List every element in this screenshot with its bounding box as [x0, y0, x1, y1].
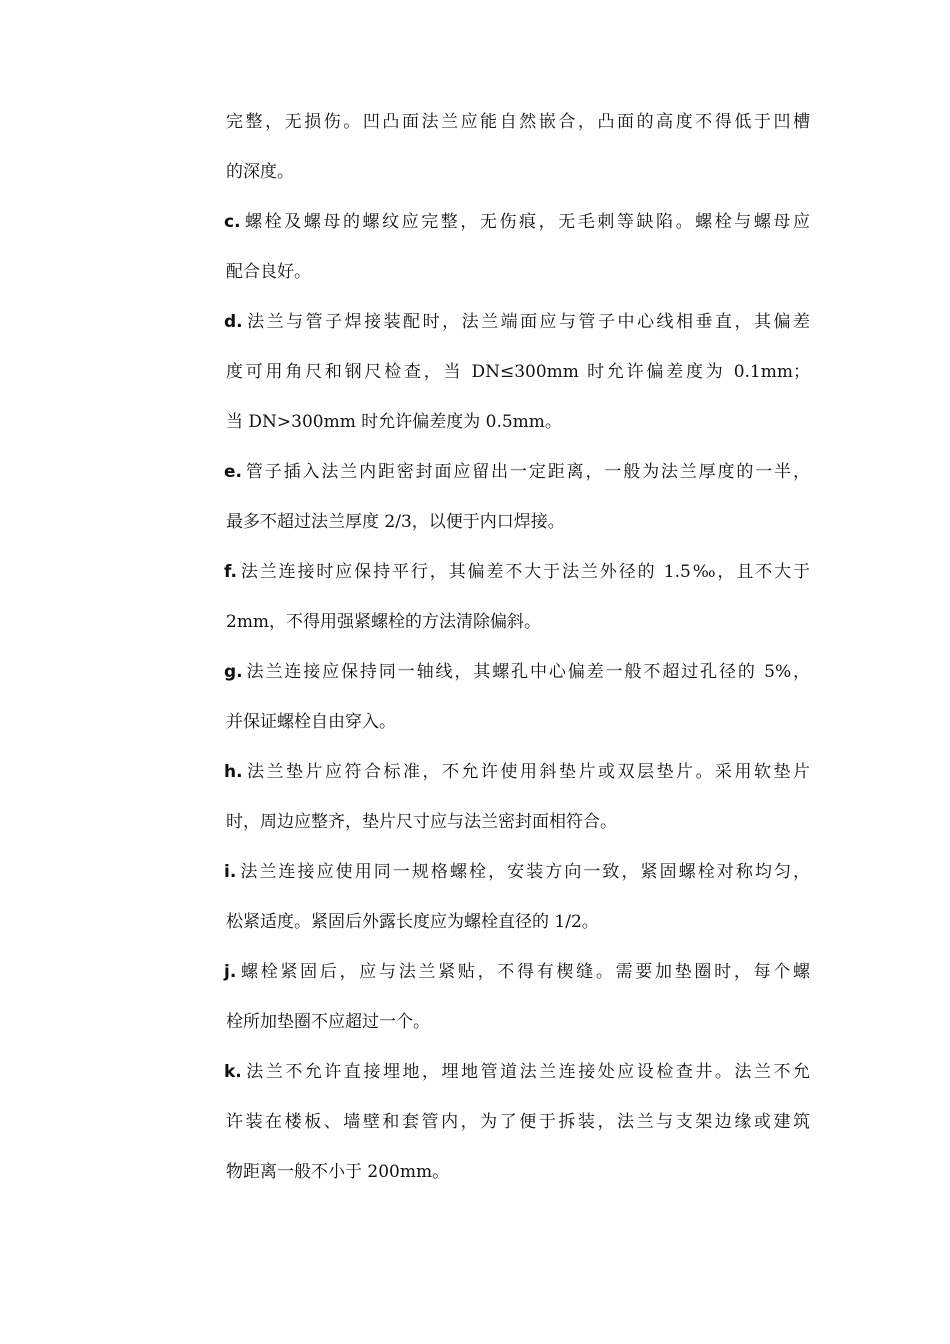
text-line [224, 704, 810, 754]
line-text: 完整，无损伤。凹凸面法兰应能自然嵌合，凸面的高度不得低于凹槽 [226, 112, 810, 132]
text-line [224, 504, 810, 554]
line-text: 法兰不允许直接埋地，埋地管道法兰连接处应设检查井。法兰不允 [243, 1062, 810, 1082]
line-text: 松紧适度。紧固后外露长度应为螺栓直径的 1/2。 [226, 912, 599, 932]
text-line [224, 604, 810, 654]
text-line [224, 654, 810, 704]
line-text: 法兰连接应使用同一规格螺栓，安装方向一致，紧固螺栓对称均匀， [238, 862, 810, 882]
text-line [224, 1004, 810, 1054]
item-label: i. [224, 862, 237, 882]
text-line [224, 304, 810, 354]
text-line [224, 1154, 810, 1204]
line-text: 螺栓紧固后，应与法兰紧贴，不得有楔缝。需要加垫圈时，每个螺 [238, 962, 810, 982]
text-line [224, 404, 810, 454]
line-text: 螺栓及螺母的螺纹应完整，无伤痕，无毛刺等缺陷。螺栓与螺母应 [242, 212, 810, 232]
item-label: k. [224, 1062, 242, 1082]
text-line [224, 854, 810, 904]
text-line [224, 454, 810, 504]
line-text: 许装在楼板、墙壁和套管内，为了便于拆装，法兰与支架边缘或建筑 [226, 1112, 810, 1132]
line-text: 时，周边应整齐，垫片尺寸应与法兰密封面相符合。 [226, 812, 617, 832]
line-text: 的深度。 [226, 162, 294, 182]
text-line [224, 254, 810, 304]
line-text: 2mm，不得用强紧螺栓的方法清除偏斜。 [226, 612, 542, 632]
item-label: f. [224, 562, 237, 582]
item-label: h. [224, 762, 243, 782]
line-text: 物距离一般不小于 200mm。 [226, 1162, 450, 1182]
text-line [224, 1054, 810, 1104]
text-line [224, 1104, 810, 1154]
text-line [224, 154, 810, 204]
text-line [224, 354, 810, 404]
text-line [224, 754, 810, 804]
text-line [224, 804, 810, 854]
line-text: 度可用角尺和钢尺检查，当 DN≤300mm 时允许偏差度为 0.1mm； [226, 362, 810, 382]
item-label: c. [224, 212, 241, 232]
text-line [224, 904, 810, 954]
line-text: 栓所加垫圈不应超过一个。 [226, 1012, 430, 1032]
item-label: g. [224, 662, 243, 682]
line-text: 并保证螺栓自由穿入。 [226, 712, 396, 732]
line-text: 当 DN>300mm 时允许偏差度为 0.5mm。 [226, 412, 562, 432]
line-text: 管子插入法兰内距密封面应留出一定距离，一般为法兰厚度的一半， [244, 462, 810, 482]
line-text: 法兰连接时应保持平行，其偏差不大于法兰外径的 1.5‰，且不大于 [238, 562, 810, 582]
line-text: 法兰与管子焊接装配时，法兰端面应与管子中心线相垂直，其偏差 [244, 312, 810, 332]
line-text: 法兰连接应保持同一轴线，其螺孔中心偏差一般不超过孔径的 5%， [244, 662, 810, 682]
line-text: 最多不超过法兰厚度 2/3，以便于内口焊接。 [226, 512, 565, 532]
document-body [224, 104, 810, 1204]
item-label: e. [224, 462, 242, 482]
line-text: 配合良好。 [226, 262, 311, 282]
item-label: d. [224, 312, 243, 332]
line-text: 法兰垫片应符合标准，不允许使用斜垫片或双层垫片。采用软垫片 [244, 762, 810, 782]
text-line [224, 554, 810, 604]
text-line [224, 204, 810, 254]
item-label: j. [224, 962, 237, 982]
text-line [224, 954, 810, 1004]
text-line [224, 104, 810, 154]
